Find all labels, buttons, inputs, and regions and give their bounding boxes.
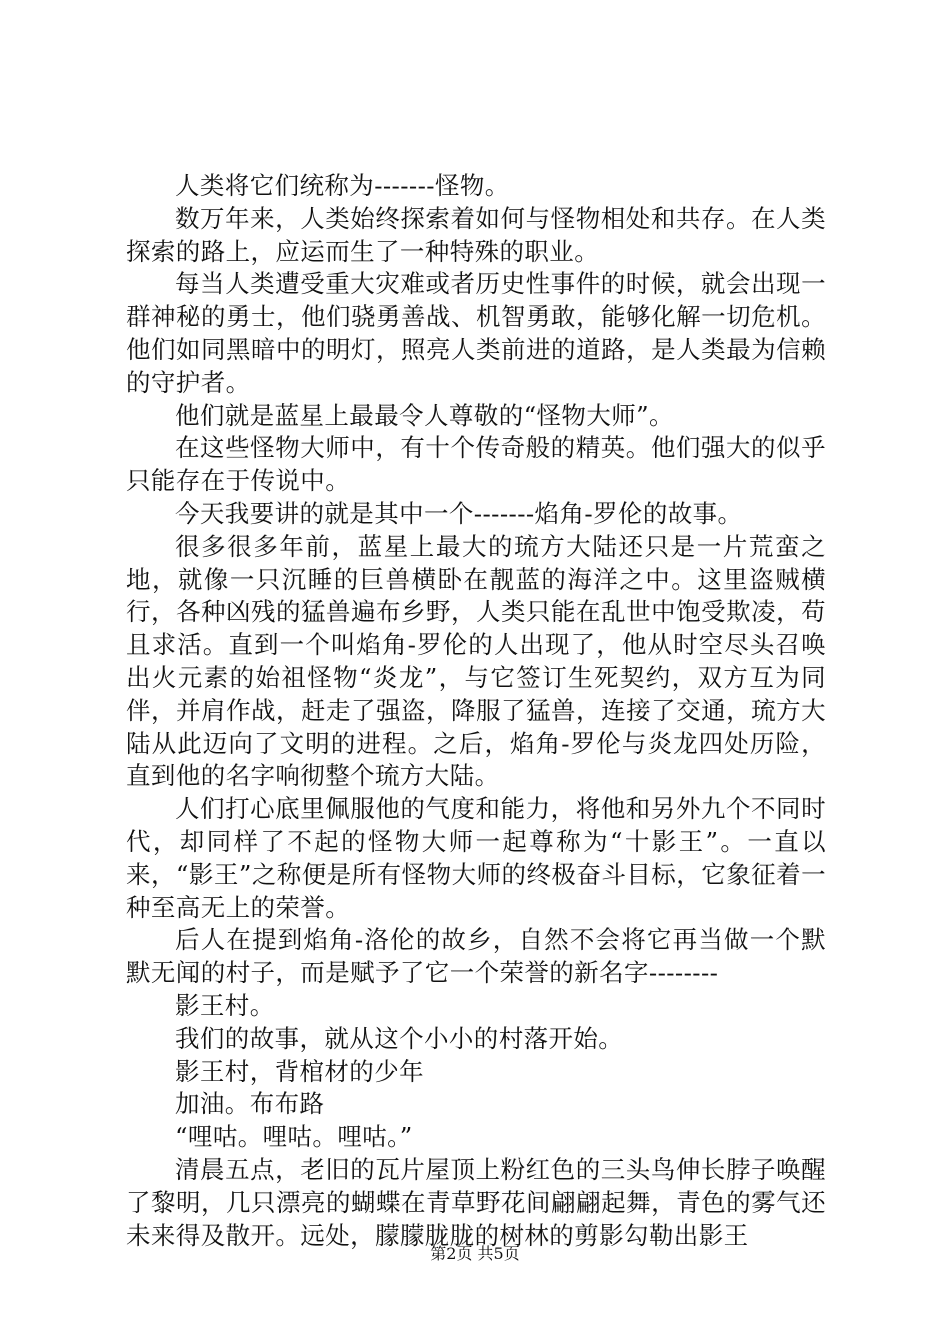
paragraph: “哩咕。哩咕。哩咕。” <box>175 1122 413 1152</box>
paragraph: 很多很多年前，蓝星上最大的琉方大陆还只是一片荒蛮之地，就像一只沉睡的巨兽横卧在靓蓝的海洋之中。这里盗贼横行，各种凶残的猛兽遍布乡野，人类只能在乱世中饱受欺凌，苟且求活。直到一个叫焰角-罗伦的人出现了，他从时空尽头召唤出火元素的始祖怪物“炎龙”，与它签订生死契约，双方互为同伴，并肩作战，赶走了强盗，降服了猛兽，连接了交通，琉方大陆从此迈向了文明的进程。之后，焰角-罗伦与炎龙四处历险，直到他的名字响彻整个琉方大陆。 <box>126 531 826 791</box>
paragraph: 加油。布布路 <box>175 1089 325 1119</box>
paragraph: 今天我要讲的就是其中一个-------焰角-罗伦的故事。 <box>175 498 743 528</box>
body-text <box>126 170 826 1252</box>
paragraph: 在这些怪物大师中，有十个传奇般的精英。他们强大的似乎只能存在于传说中。 <box>126 433 826 496</box>
paragraph: 人类将它们统称为-------怪物。 <box>175 171 510 200</box>
paragraph: 影王村。 <box>175 990 275 1020</box>
chapter-heading: 影王村，背棺材的少年 <box>175 1056 424 1086</box>
paragraph: 他们就是蓝星上最最令人尊敬的“怪物大师”。 <box>175 400 674 430</box>
paragraph: 后人在提到焰角-洛伦的故乡，自然不会将它再当做一个默默无闻的村子，而是赋予了它一个荣誉的新名字-------- <box>126 925 826 988</box>
paragraph: 每当人类遭受重大灾难或者历史性事件的时候，就会出现一群神秘的勇士，他们骁勇善战、机智勇敢，能够化解一切危机。他们如同黑暗中的明灯，照亮人类前进的道路，是人类最为信赖的守护者。 <box>126 269 826 397</box>
paragraph: 人们打心底里佩服他的气度和能力，将他和另外九个不同时代，却同样了不起的怪物大师一起尊称为“十影王”。一直以来，“影王”之称便是所有怪物大师的终极奋斗目标，它象征着一种至高无上的荣誉。 <box>126 794 826 922</box>
paragraph: 数万年来，人类始终探索着如何与怪物相处和共存。在人类探索的路上，应运而生了一种特殊的职业。 <box>126 203 826 266</box>
page-number: 第2页 共5页 <box>430 1244 520 1263</box>
paragraph: 清晨五点，老旧的瓦片屋顶上粉红色的三头鸟伸长脖子唤醒了黎明，几只漂亮的蝴蝶在青草野花间翩翩起舞，青色的雾气还未来得及散开。远处，朦朦胧胧的树林的剪影勾勒出影王 <box>126 1154 826 1250</box>
paragraph: 我们的故事，就从这个小小的村落开始。 <box>175 1023 624 1053</box>
